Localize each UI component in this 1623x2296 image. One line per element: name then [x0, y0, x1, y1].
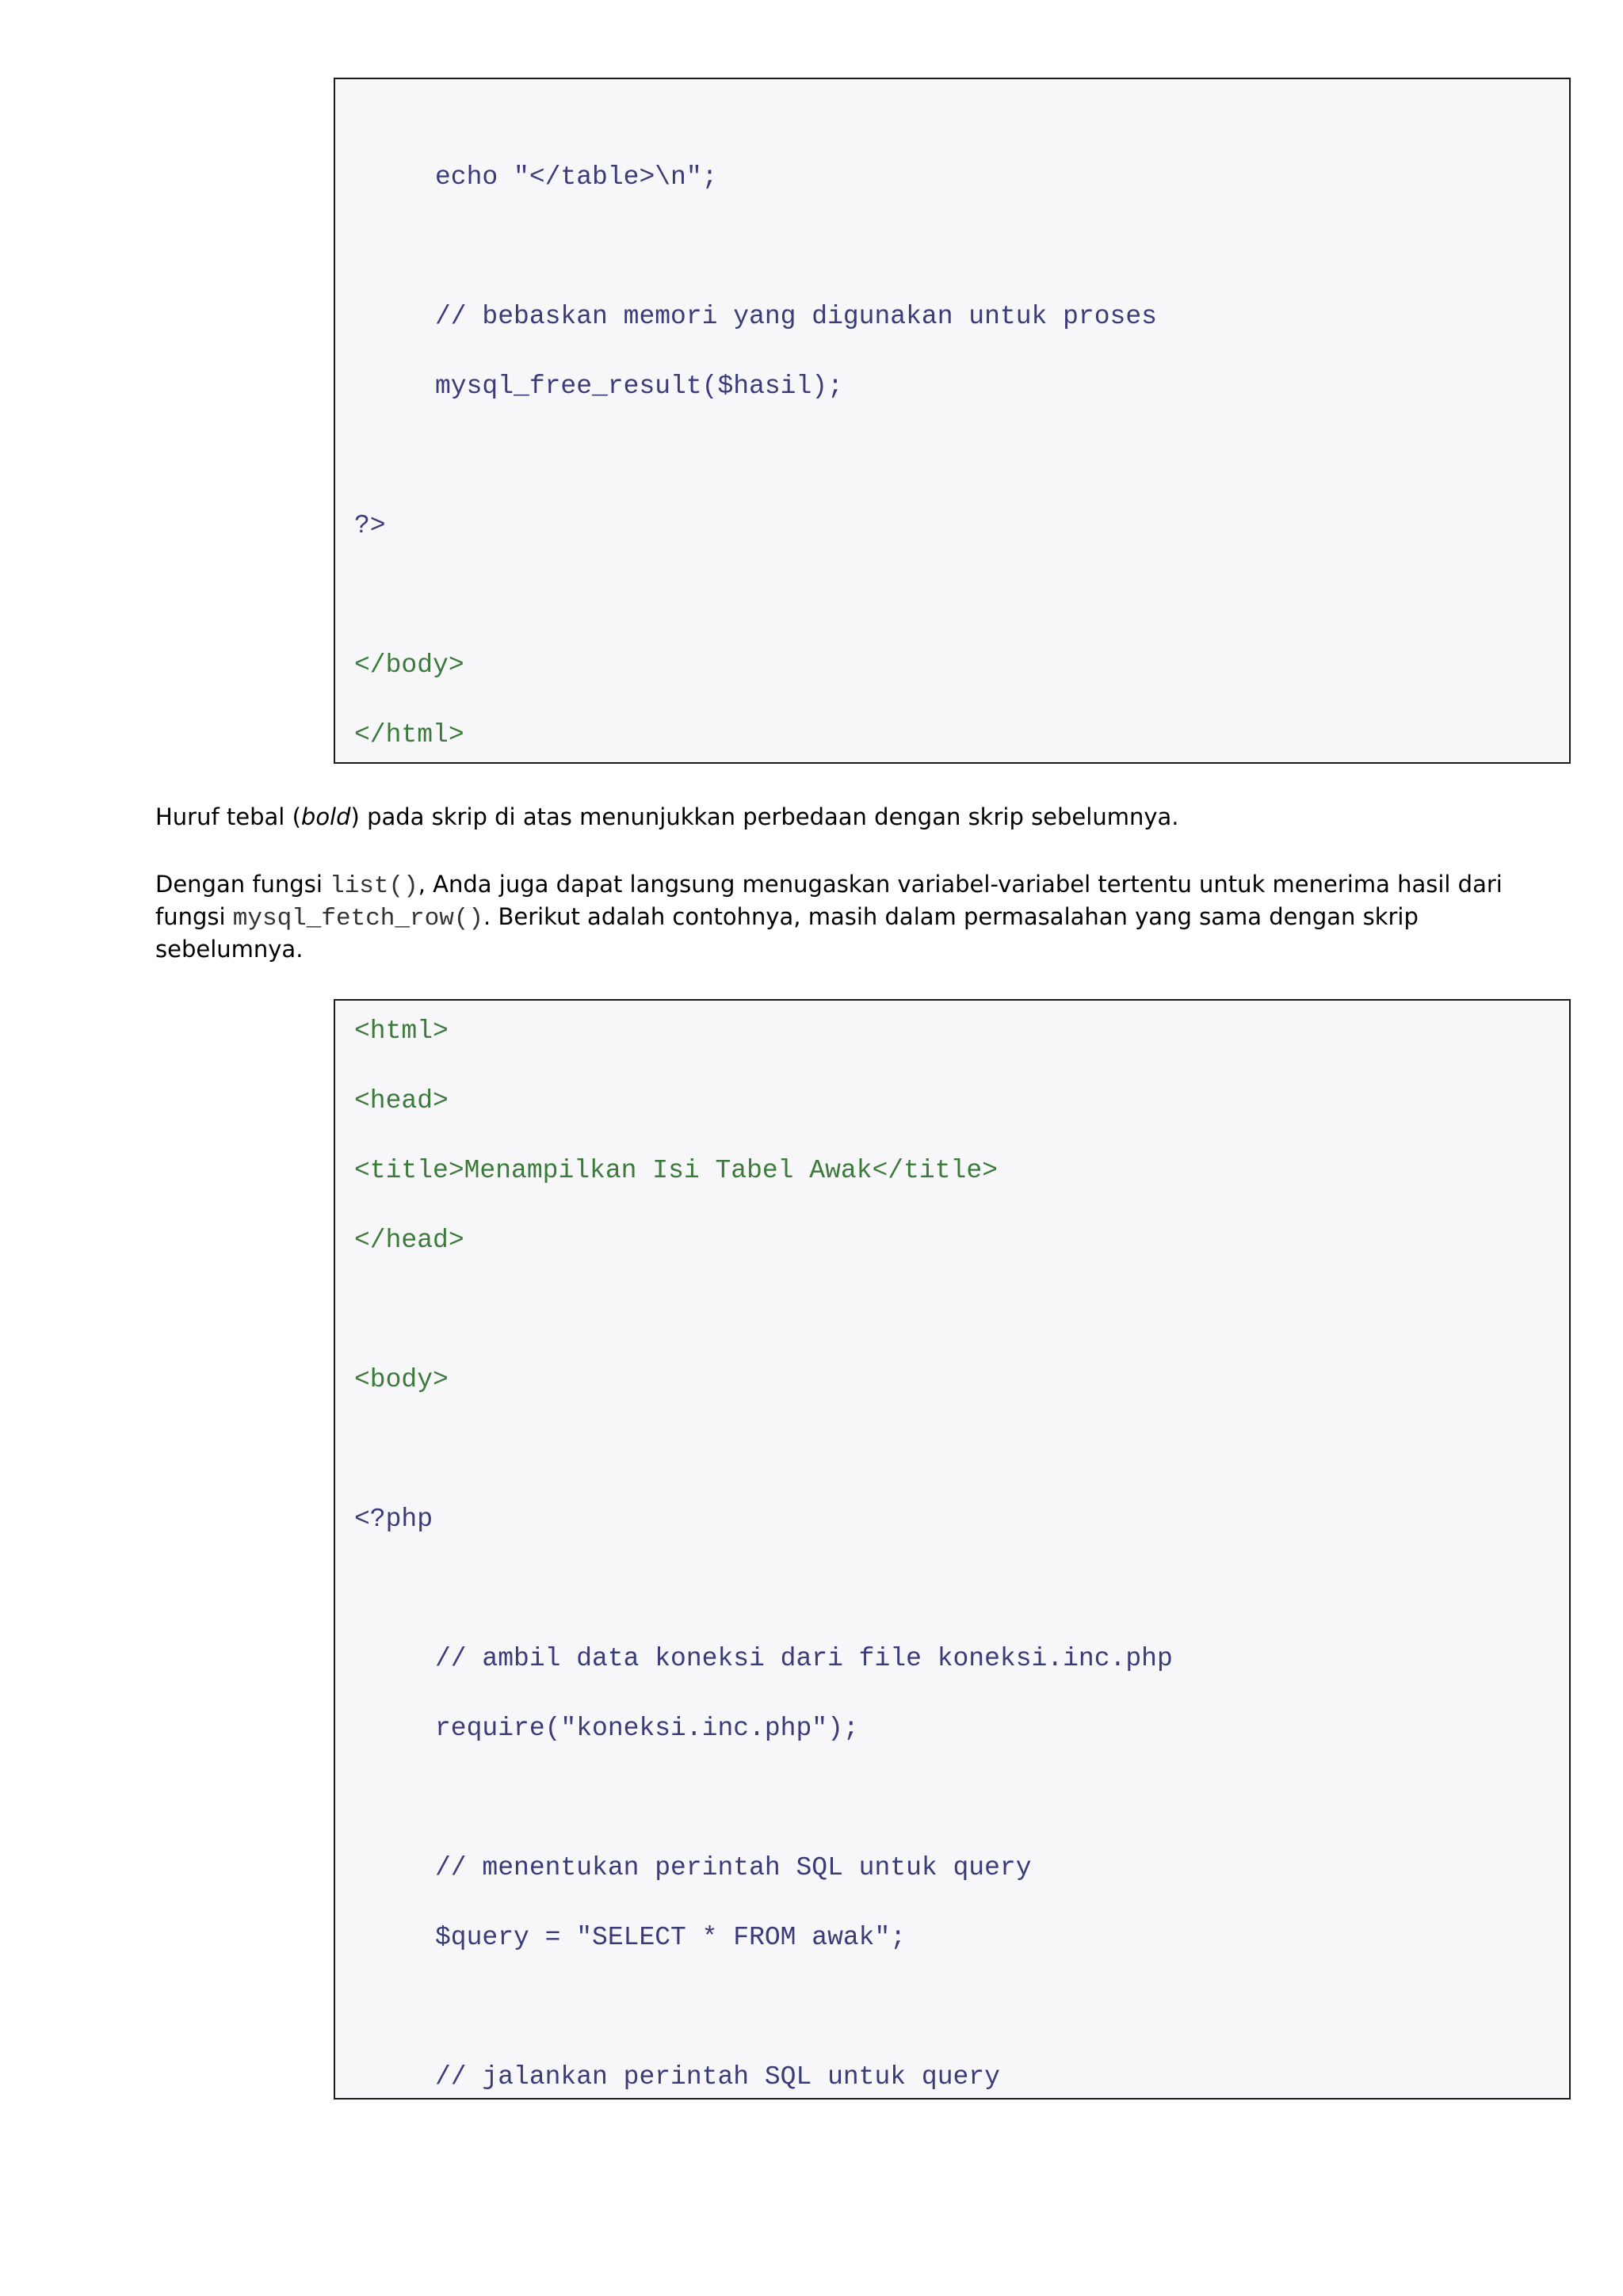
code-block-2: [334, 999, 1571, 2100]
inline-code-mysql-fetch-row: mysql_fetch_row(): [232, 905, 484, 933]
code-line: <head>: [354, 1086, 449, 1116]
code-line: // jalankan perintah SQL untuk query: [435, 2062, 1000, 2092]
code-line: </html>: [354, 720, 464, 749]
paragraph-bold-note: [155, 802, 1550, 833]
code-line: </head>: [354, 1226, 464, 1255]
paragraph-text: , Anda juga dapat langsung menugaskan variabel-variabel tertentu untuk menerima hasil dari fungsi: [155, 871, 1503, 930]
code-line: </body>: [354, 650, 464, 680]
paragraph-text: Dengan fungsi: [155, 871, 330, 898]
paragraph-text: ) pada skrip di atas menunjukkan perbedaan dengan skrip sebelumnya.: [350, 803, 1179, 830]
code-line: // bebaskan memori yang digunakan untuk proses: [435, 302, 1157, 331]
code-line: <html>: [354, 1016, 449, 1046]
paragraph-text: Huruf tebal (: [155, 803, 301, 830]
paragraph-emphasis: bold: [300, 803, 351, 830]
code-block-1: [334, 78, 1571, 764]
code-line: $query = "SELECT * FROM awak";: [435, 1923, 907, 1952]
code-line: <body>: [354, 1365, 449, 1394]
code-line: // menentukan perintah SQL untuk query: [435, 1853, 1032, 1882]
inline-code-list: list(): [330, 872, 418, 900]
code-line: <?php: [354, 1505, 433, 1534]
paragraph-list-function: [155, 869, 1550, 965]
code-line: mysql_free_result($hasil);: [435, 372, 843, 401]
code-line: // ambil data koneksi dari file koneksi.inc.php: [435, 1644, 1173, 1673]
code-line: require("koneksi.inc.php");: [435, 1714, 859, 1743]
code-line: <title>Menampilkan Isi Tabel Awak</title>: [354, 1156, 998, 1185]
code-line: ?>: [354, 511, 386, 540]
code-line: echo "</table>\n";: [435, 162, 718, 192]
paragraph-text: . Berikut adalah contohnya, masih dalam permasalahan yang sama dengan skrip sebelumnya.: [155, 903, 1419, 963]
